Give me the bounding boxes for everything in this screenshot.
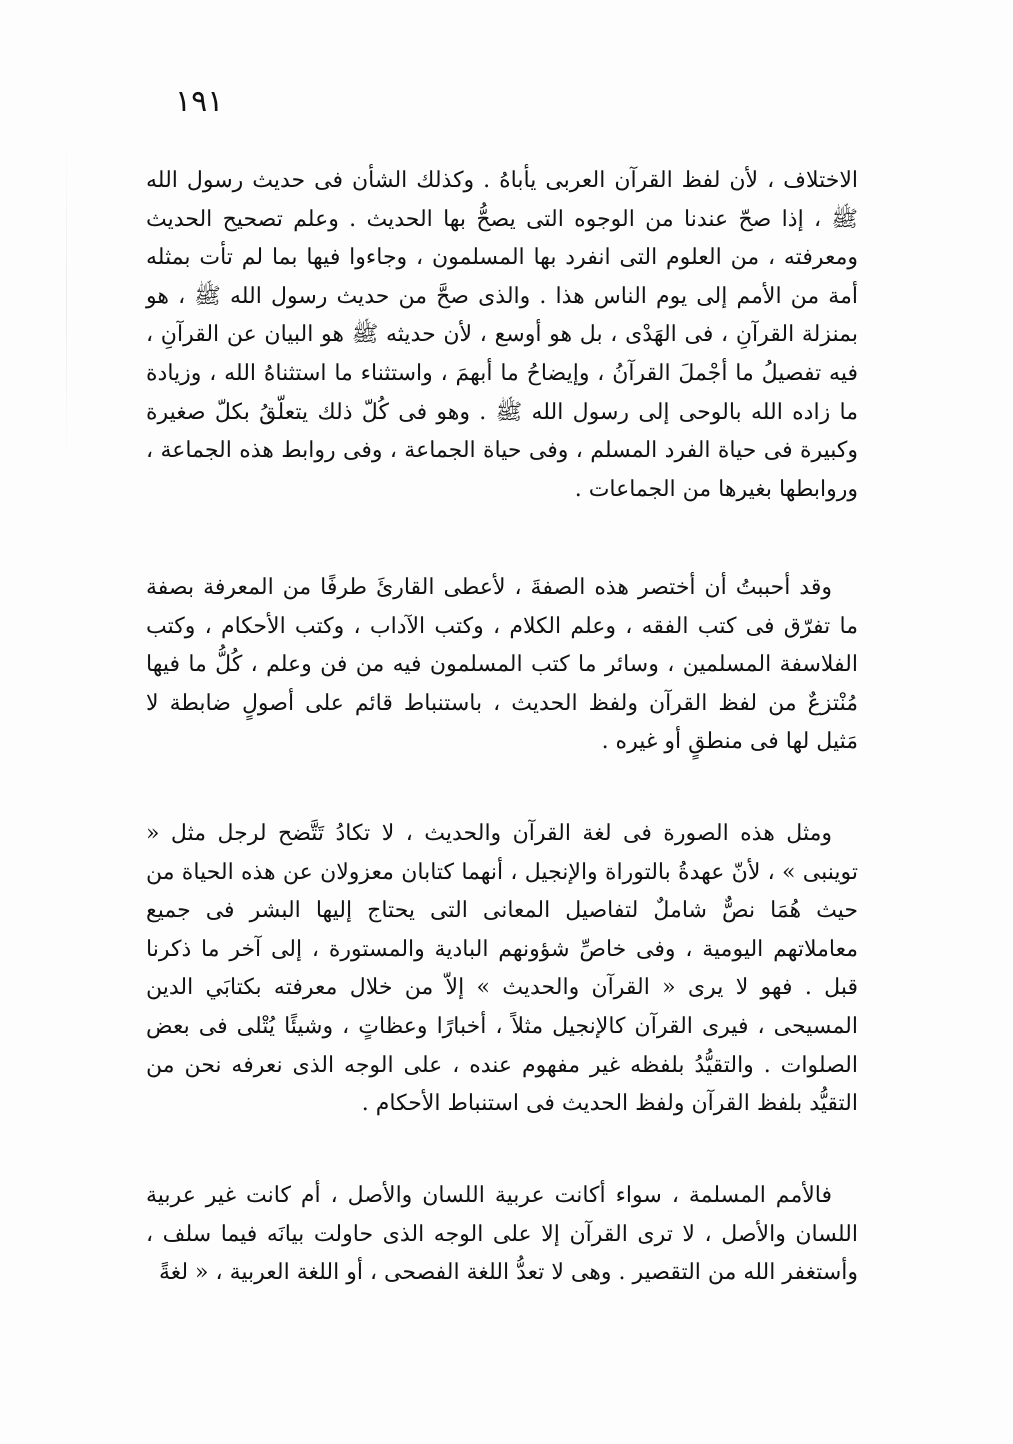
paragraph-1 — [146, 162, 858, 509]
paragraph-4 — [146, 1177, 858, 1293]
paragraph-text — [146, 569, 858, 762]
paragraph-body: فالأمم المسلمة ، سواء أكانت عربية اللسان والأصل ، أم كانت غير عربية اللسان والأصل ، لا ترى القرآن إلا على الوجه الذى حاولت بيانَه فيما سلف ، وأستغفر الله من التقصير . وهى لا تعدُّ اللغة الفصحى ، أو اللغة العربية ، « لغةً — [146, 1183, 858, 1286]
paragraph-3 — [146, 815, 858, 1124]
page-number: ١٩١ — [175, 84, 224, 119]
paragraph-text — [146, 1177, 858, 1293]
paragraph-text — [146, 815, 858, 1124]
paragraph-text: الاختلاف ، لأن لفظ القرآن العربى يأباهُ . وكذلك الشأن فى حديث رسول الله ﷺ ، إذا صحّ عندنا من الوجوه التى يصحُّ بها الحديث . وعلم تصحيح الحديث ومعرفته ، من العلوم التى انفرد بها المسلمون ، وجاءوا فيها بما لم تأت بمثله أمة من الأمم إلى يوم الناس هذا . والذى صحَّ من حديث رسول الله ﷺ ، هو بمنزلة القرآنِ ، فى الهَدْى ، بل هو أوسع ، لأن حديثه ﷺ هو البيان عن القرآنِ ، فيه تفصيلُ ما أجْملَ القرآنُ ، وإيضاحُ ما أبهمَ ، واستثناء ما استثناهُ الله ، وزيادة ما زاده الله بالوحى إلى رسول الله ﷺ . وهو فى كُلّ ذلك يتعلّقُ بكلّ صغيرة وكبيرة فى حياة الفرد المسلم ، وفى حياة الجماعة ، وفى روابط هذه الجماعة ، وروابطها بغيرها من الجماعات . — [146, 168, 858, 502]
paragraph-2 — [146, 569, 858, 762]
paragraph-body: وقد أحببتُ أن أختصر هذه الصفةَ ، لأعطى القارئَ طرفًا من المعرفة بصفة ما تفرّق فى كتب الفقه ، وعلم الكلام ، وكتب الآداب ، وكتب الأحكام ، وكتب الفلاسفة المسلمين ، وسائر ما كتب المسلمون فيه من فن وعلم ، كُلُّ ما فيها مُنْتزعٌ من لفظ القرآن ولفظ الحديث ، باستنباط قائم على أصولٍ ضابطة لا مَثيل لها فى منطقٍ أو غيره . — [146, 575, 858, 755]
binding-shadow — [66, 110, 67, 490]
paragraph-body: ومثل هذه الصورة فى لغة القرآن والحديث ، لا تكادُ تَتَّضح لرجل مثل « توينبى » ، لأنّ عهدةُ بالتوراة والإنجيل ، أنهما كتابان معزولان عن هذه الحياة من حيث هُمَا نصٌّ شاملٌ لتفاصيل المعانى التى يحتاج إليها البشر فى جميع معاملاتهم اليومية ، وفى خاصِّ شؤونهم البادية والمستورة ، إلى آخر ما ذكرنا قبل . فهو لا يرى « القرآن والحديث » إلاّ من خلال معرفته بكتابَي الدين المسيحى ، فيرى القرآن كالإنجيل مثلاً ، أخبارًا وعظاتٍ ، وشيئًا يُتْلى فى بعض الصلوات . والتقيُّدُ بلفظه غير مفهوم عنده ، على الوجه الذى نعرفه نحن من التقيُّد بلفظ القرآن ولفظ الحديث فى استنباط الأحكام . — [146, 821, 858, 1117]
